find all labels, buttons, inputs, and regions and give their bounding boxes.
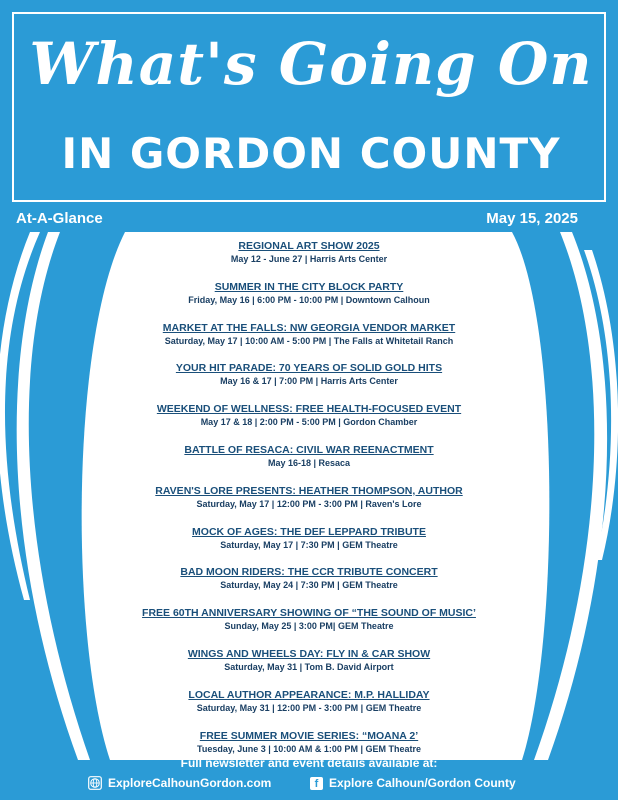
event-detail: May 17 & 18 | 2:00 PM - 5:00 PM | Gordon Chamber <box>200 417 418 428</box>
issue-date: May 15, 2025 <box>486 210 578 227</box>
header-box <box>12 12 606 202</box>
event-item <box>90 240 528 281</box>
title-script: What's Going On <box>29 30 593 98</box>
event-title[interactable]: BATTLE OF RESACA: CIVIL WAR REENACTMENT <box>184 443 434 456</box>
event-title[interactable]: WINGS AND WHEELS DAY: FLY IN & CAR SHOW <box>187 647 431 660</box>
event-title[interactable]: FREE SUMMER MOVIE SERIES: “MOANA 2’ <box>199 729 419 742</box>
footer-note: Full newsletter and event details available at: <box>180 756 438 770</box>
facebook-text[interactable]: Explore Calhoun/Gordon County <box>329 776 516 790</box>
event-item <box>90 485 528 526</box>
event-detail: May 16 & 17 | 7:00 PM | Harris Arts Center <box>220 376 398 387</box>
event-item <box>90 648 528 689</box>
event-title[interactable]: FREE 60TH ANNIVERSARY SHOWING OF “THE SOUND OF MUSIC’ <box>142 607 476 620</box>
event-title[interactable]: RAVEN'S LORE PRESENTS: HEATHER THOMPSON, AUTHOR <box>155 484 463 497</box>
event-item <box>90 607 528 648</box>
event-item <box>90 566 528 607</box>
event-detail: Saturday, May 24 | 7:30 PM | GEM Theatre <box>220 580 398 591</box>
event-item <box>90 281 528 322</box>
globe-icon <box>88 776 102 790</box>
event-detail: Saturday, May 31 | Tom B. David Airport <box>224 661 394 672</box>
event-detail: May 16-18 | Resaca <box>267 457 351 468</box>
event-item <box>90 362 528 403</box>
event-detail: Saturday, May 17 | 10:00 AM - 5:00 PM | The Falls at Whitetail Ranch <box>164 335 454 346</box>
event-title[interactable]: BAD MOON RIDERS: THE CCR TRIBUTE CONCERT <box>180 566 438 579</box>
at-a-glance-label: At-A-Glance <box>16 210 103 227</box>
event-title[interactable]: SUMMER IN THE CITY BLOCK PARTY <box>214 280 404 293</box>
event-title[interactable]: YOUR HIT PARADE: 70 YEARS OF SOLID GOLD HITS <box>175 362 443 375</box>
event-title[interactable]: MARKET AT THE FALLS: NW GEORGIA VENDOR MARKET <box>162 321 456 334</box>
event-item <box>90 322 528 363</box>
facebook-icon: f <box>310 777 323 790</box>
event-item <box>90 689 528 730</box>
events-list <box>90 240 528 770</box>
event-title[interactable]: REGIONAL ART SHOW 2025 <box>238 240 380 252</box>
event-detail: Saturday, May 17 | 12:00 PM - 3:00 PM | Raven's Lore <box>196 498 422 509</box>
title-county: IN GORDON COUNTY <box>61 129 561 178</box>
event-item <box>90 526 528 567</box>
event-detail: May 12 - June 27 | Harris Arts Center <box>230 254 388 264</box>
event-detail: Sunday, May 25 | 3:00 PM| GEM Theatre <box>224 621 394 632</box>
event-detail: Saturday, May 31 | 12:00 PM - 3:00 PM | GEM Theatre <box>196 702 422 713</box>
event-detail: Tuesday, June 3 | 10:00 AM & 1:00 PM | GEM Theatre <box>197 743 421 754</box>
event-title[interactable]: MOCK OF AGES: THE DEF LEPPARD TRIBUTE <box>192 525 426 538</box>
facebook-link[interactable] <box>310 776 516 790</box>
website-text[interactable]: ExploreCalhounGordon.com <box>108 776 272 790</box>
event-detail: Saturday, May 17 | 7:30 PM | GEM Theatre <box>220 539 398 550</box>
event-detail: Friday, May 16 | 6:00 PM - 10:00 PM | Downtown Calhoun <box>188 294 430 305</box>
event-title[interactable]: LOCAL AUTHOR APPEARANCE: M.P. HALLIDAY <box>188 688 430 701</box>
website-link[interactable] <box>88 776 271 790</box>
event-title[interactable]: WEEKEND OF WELLNESS: FREE HEALTH-FOCUSED EVENT <box>156 403 462 416</box>
event-item <box>90 403 528 444</box>
event-item <box>90 444 528 485</box>
